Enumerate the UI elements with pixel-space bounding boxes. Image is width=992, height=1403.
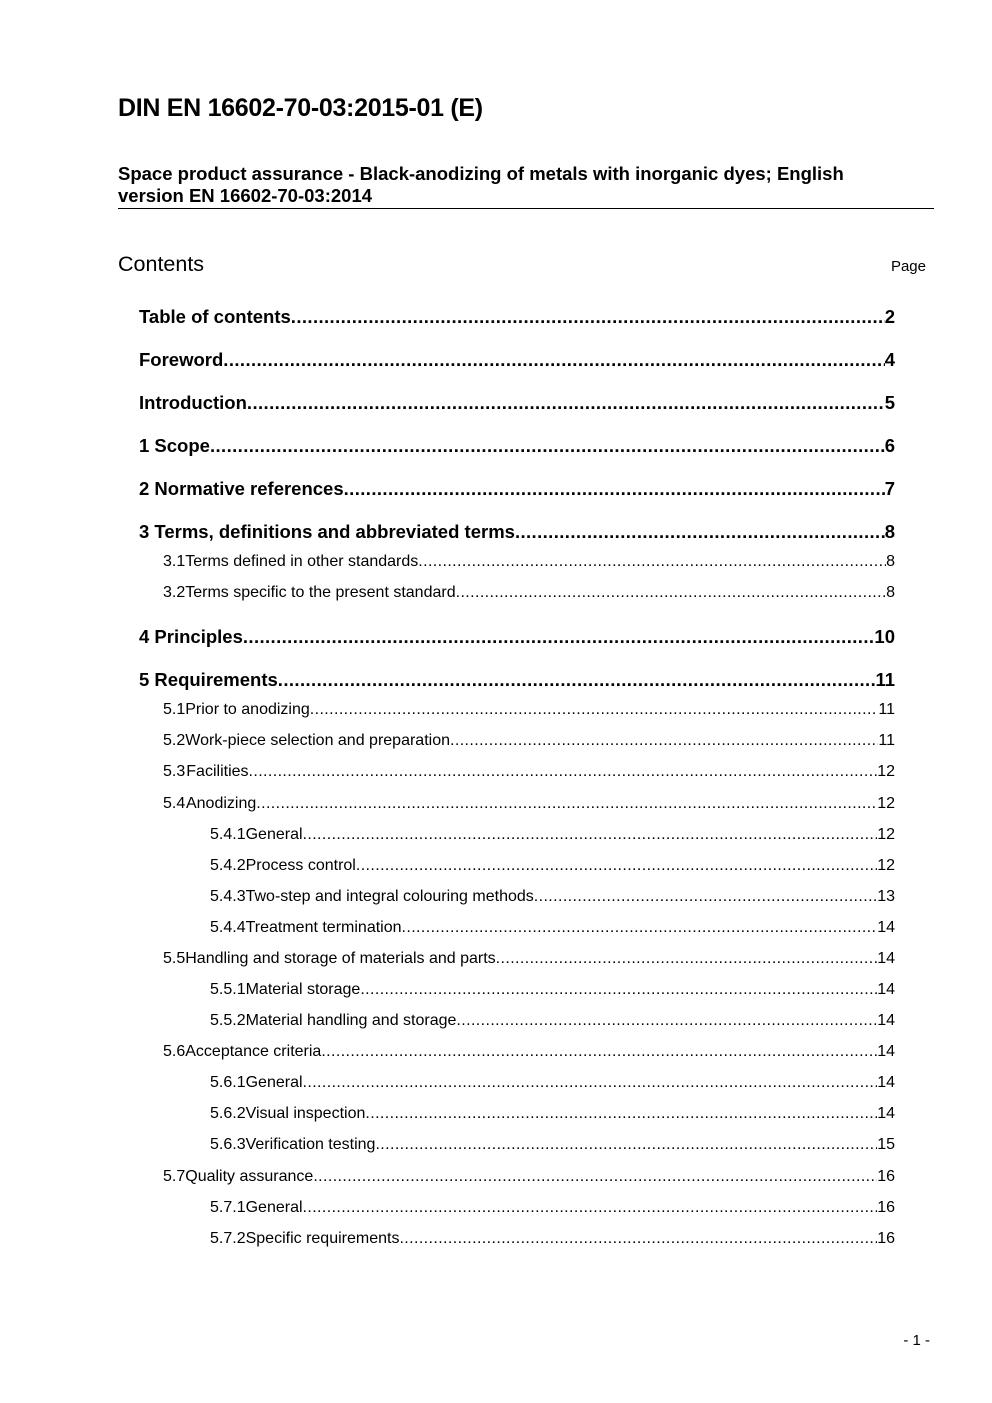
toc-entry-title: 4 Principles [139,626,243,647]
toc-entry-number: 5.1 [163,701,186,718]
toc-dot-leader [243,626,875,648]
toc-entry[interactable] [139,626,895,648]
toc-entry[interactable] [210,1105,895,1123]
toc-entry-page: 8 [886,584,895,601]
toc-entry[interactable] [210,1074,895,1092]
toc-entry[interactable] [210,1136,895,1154]
toc-dot-leader [247,392,885,414]
toc-entry[interactable] [163,950,895,968]
toc-dot-leader [210,435,885,457]
toc-entry[interactable] [163,1043,895,1061]
toc-dot-leader [303,826,878,844]
toc-entry[interactable] [210,981,895,999]
toc-dot-leader [365,1105,877,1123]
toc-entry-title: Work-piece selection and preparation [185,732,450,749]
toc-entry[interactable] [210,1230,895,1248]
toc-entry-number: 5.4.4 [210,919,246,936]
toc-dot-leader [313,1168,877,1186]
toc-dot-leader [310,701,879,719]
toc-dot-leader [450,732,878,750]
toc-dot-leader [399,1230,877,1248]
toc-entry-number: 5.6.2 [210,1105,246,1122]
toc-entry-title: Foreword [139,349,224,370]
toc-entry-title: Handling and storage of materials and parts [185,950,496,967]
toc-entry-page: 14 [877,1105,895,1122]
toc-dot-leader [278,669,876,691]
toc-dot-leader [256,795,877,813]
toc-entry-page: 4 [884,349,895,370]
toc-dot-leader [418,553,886,571]
toc-entry[interactable] [139,669,895,691]
toc-entry-page: 14 [877,1074,895,1091]
toc-entry-number: 3.2 [163,584,186,601]
toc-entry-title: Material storage [245,981,361,998]
toc-entry[interactable] [139,306,895,328]
toc-entry-title: Table of contents [139,306,291,327]
toc-entry-page: 11 [878,732,895,749]
toc-entry-page: 8 [886,553,895,570]
toc-entry-number: 3.1 [163,553,186,570]
toc-entry-page: 5 [884,392,895,413]
toc-dot-leader [534,888,877,906]
toc-entry-page: 13 [877,888,895,905]
toc-entry-title: Facilities [186,763,249,780]
toc-entry[interactable] [210,826,895,844]
toc-entry-title: Specific requirements [245,1230,400,1247]
toc-dot-leader [249,763,878,781]
toc-entry-title: Process control [245,857,356,874]
toc-entry-title: Prior to anodizing [185,701,310,718]
toc-entry-page: 2 [884,306,895,327]
document-subtitle [118,163,934,209]
toc-entry-page: 14 [877,1012,895,1029]
toc-dot-leader [515,521,885,543]
toc-dot-leader [496,950,878,968]
toc-entry-title: Introduction [139,392,247,413]
toc-entry-page: 11 [878,701,895,718]
toc-dot-leader [456,1012,877,1030]
toc-entry-page: 10 [874,626,895,647]
toc-entry[interactable] [210,919,895,937]
toc-dot-leader [375,1136,877,1154]
toc-entry-page: 8 [884,521,895,542]
toc-dot-leader [356,857,877,875]
toc-entry-page: 12 [877,826,895,843]
toc-entry[interactable] [163,1168,895,1186]
toc-entry-page: 14 [877,1043,895,1060]
subtitle-line-1: Space product assurance - Black-anodizing of metals with inorganic dyes; English [118,163,844,184]
toc-entry-number: 5.7.1 [210,1199,246,1216]
toc-entry-title: Anodizing [185,795,257,812]
toc-entry[interactable] [139,349,895,371]
toc-entry-title: Treatment termination [245,919,402,936]
toc-entry-page: 16 [877,1199,895,1216]
toc-entry-number: 5.4 [163,795,186,812]
toc-entry[interactable] [139,478,895,500]
toc-entry-title: Acceptance criteria [185,1043,322,1060]
toc-entry-title: Verification testing [245,1136,376,1153]
toc-entry-page: 11 [875,669,895,690]
toc-dot-leader [303,1074,878,1092]
toc-entry-title: 1 Scope [139,435,210,456]
toc-entry-number: 5.5.2 [210,1012,246,1029]
toc-dot-leader [456,584,886,602]
toc-entry[interactable] [210,1199,895,1217]
toc-entry-title: General [245,1074,303,1091]
toc-entry-number: 5.7 [163,1168,186,1185]
toc-entry-number: 5.4.3 [210,888,246,905]
toc-entry-page: 6 [884,435,895,456]
toc-entry-title: Terms specific to the present standard [185,584,456,601]
toc-entry-number: 5.5 [163,950,186,967]
toc-entry-title: Two-step and integral colouring methods [245,888,534,905]
toc-entry[interactable] [210,1012,895,1030]
toc-entry-number: 5.6.3 [210,1136,246,1153]
toc-entry-title: Material handling and storage [245,1012,457,1029]
toc-entry-number: 5.6.1 [210,1074,246,1091]
toc-entry[interactable] [139,521,895,543]
toc-entry[interactable] [163,553,895,571]
toc-entry-page: 14 [877,919,895,936]
toc-entry[interactable] [163,732,895,750]
subtitle-line-2: version EN 16602-70-03:2014 [118,185,373,206]
page-column-heading: Page [890,258,926,275]
toc-entry-number: 5.5.1 [210,981,246,998]
toc-dot-leader [402,919,878,937]
toc-entry[interactable] [210,857,895,875]
toc-entry[interactable] [163,701,895,719]
toc-entry[interactable] [139,435,895,457]
toc-entry[interactable] [163,795,895,813]
toc-dot-leader [321,1043,877,1061]
toc-entry[interactable] [163,584,895,602]
toc-entry-number: 5.4.2 [210,857,246,874]
document-id: DIN EN 16602-70-03:2015-01 (E) [118,94,483,122]
toc-dot-leader [223,349,884,371]
toc-entry-page: 16 [877,1168,895,1185]
toc-entry-page: 12 [877,795,895,812]
toc-entry-page: 7 [884,478,895,499]
toc-entry-title: Terms defined in other standards [185,553,419,570]
toc-entry-title: General [245,826,303,843]
toc-entry[interactable] [210,888,895,906]
contents-heading: Contents [118,252,205,276]
page-number: - 1 - [903,1332,930,1349]
toc-dot-leader [344,478,885,500]
toc-entry-title: Quality assurance [185,1168,314,1185]
toc-entry-title: Visual inspection [245,1105,366,1122]
toc-dot-leader [360,981,877,999]
toc-entry-number: 5.3 [163,763,186,780]
toc-entry-title: 3 Terms, definitions and abbreviated terms [139,521,515,542]
toc-dot-leader [303,1199,878,1217]
toc-entry-title: 2 Normative references [139,478,344,499]
toc-entry-number: 5.6 [163,1043,186,1060]
toc-entry[interactable] [163,763,895,781]
toc-entry-page: 14 [877,950,895,967]
toc-entry-title: 5 Requirements [139,669,278,690]
toc-entry-page: 16 [877,1230,895,1247]
toc-entry-title: General [245,1199,303,1216]
toc-entry-page: 15 [877,1136,895,1153]
toc-entry-number: 5.4.1 [210,826,246,843]
toc-entry-page: 12 [877,857,895,874]
toc-entry-page: 14 [877,981,895,998]
toc-entry[interactable] [139,392,895,414]
toc-entry-page: 12 [877,763,895,780]
toc-entry-number: 5.2 [163,732,186,749]
toc-dot-leader [291,306,885,328]
toc-entry-number: 5.7.2 [210,1230,246,1247]
